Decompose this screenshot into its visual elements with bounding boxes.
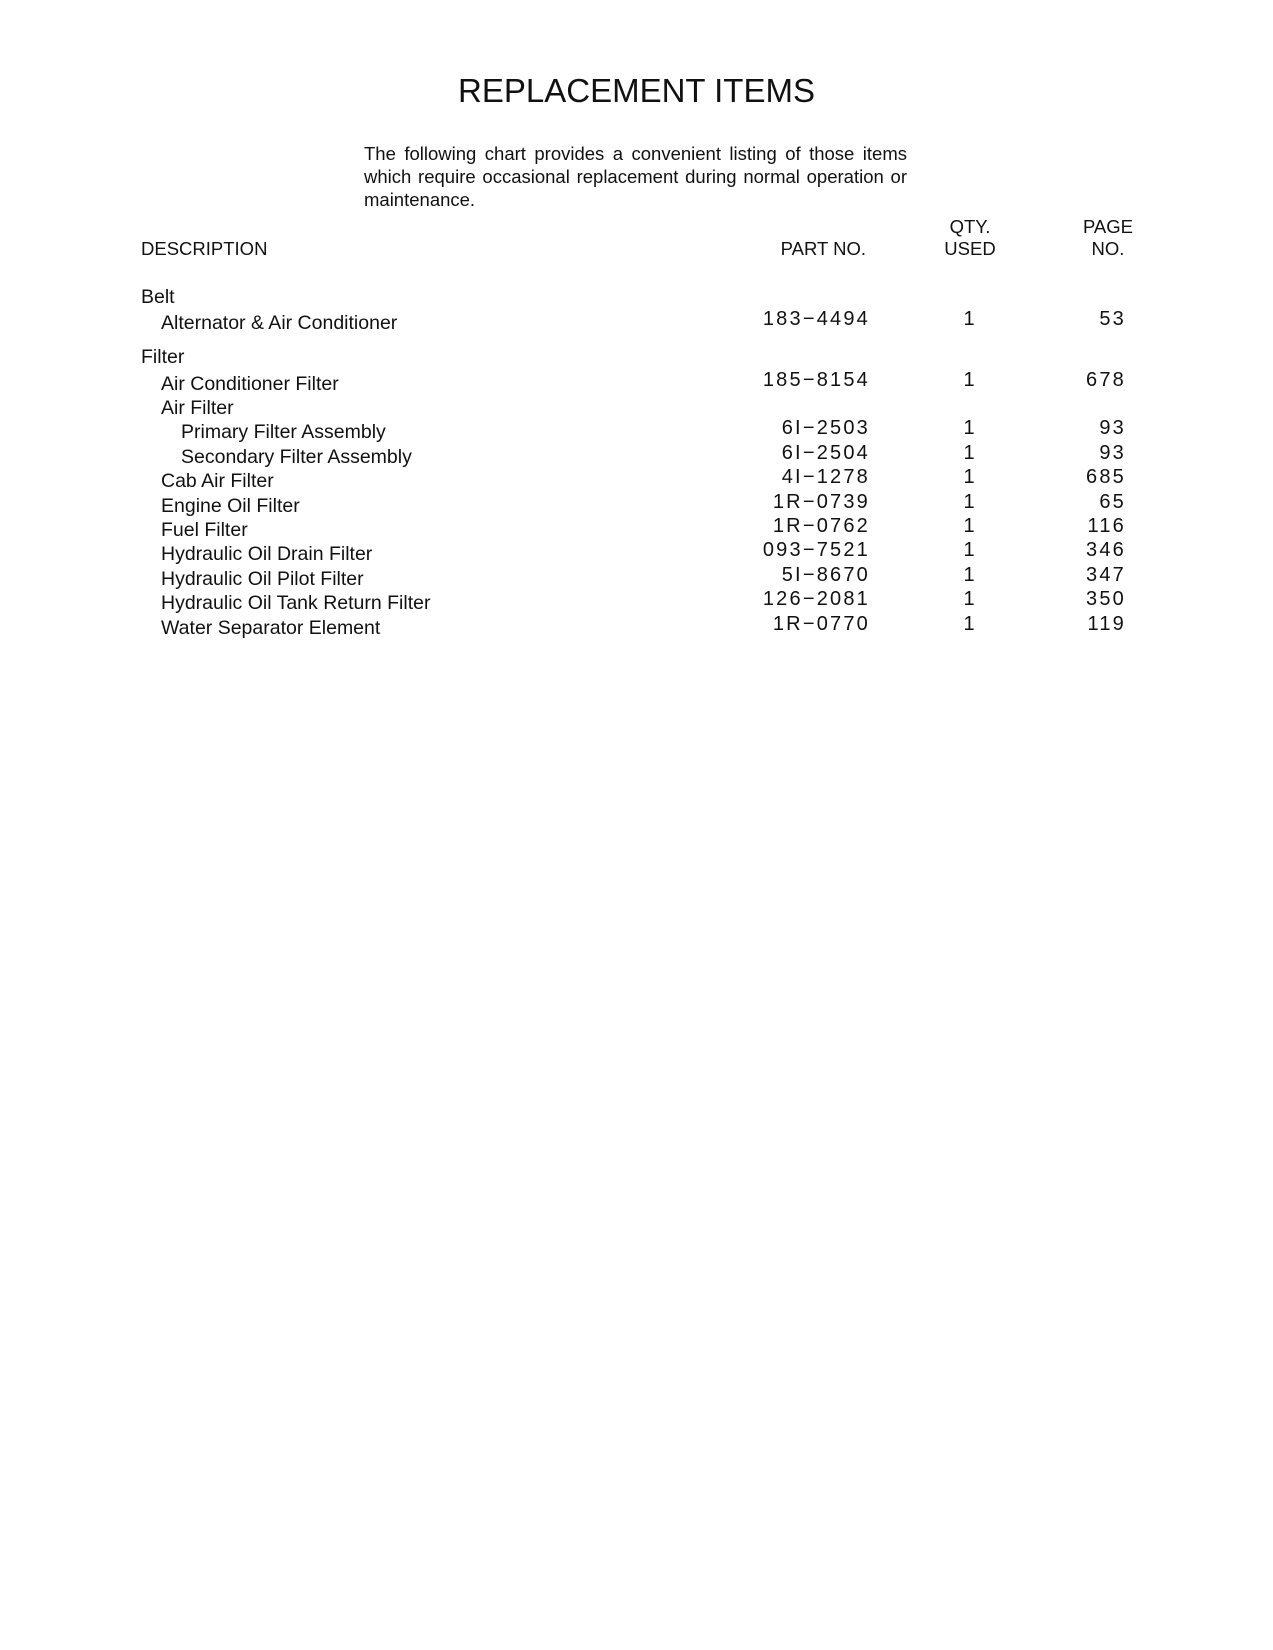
- row-description: Air Conditioner Filter: [161, 373, 339, 395]
- row-qty: 1: [963, 369, 975, 391]
- row-part-no: 1R−0770: [772, 613, 870, 635]
- header-qty-line1: QTY.: [949, 216, 991, 237]
- row-description: Filter: [141, 346, 185, 368]
- row-qty: 1: [963, 308, 975, 330]
- header-page-line2: NO.: [1091, 238, 1125, 259]
- row-qty: 1: [963, 515, 975, 537]
- row-qty: 1: [963, 564, 975, 586]
- row-qty: 1: [963, 466, 975, 488]
- row-description: Hydraulic Oil Pilot Filter: [161, 568, 364, 590]
- row-description: Hydraulic Oil Drain Filter: [161, 543, 373, 565]
- table-row-category: [0, 346, 1273, 371]
- row-page-no: 346: [1086, 539, 1126, 561]
- row-part-no: 5I−8670: [781, 564, 870, 586]
- row-part-no: 6I−2504: [781, 442, 870, 464]
- row-page-no: 350: [1086, 588, 1126, 610]
- row-qty: 1: [963, 588, 975, 610]
- row-page-no: 93: [1099, 417, 1126, 439]
- row-page-no: 53: [1099, 308, 1126, 330]
- row-part-no: 126−2081: [762, 588, 870, 610]
- row-part-no: 4I−1278: [781, 466, 870, 488]
- row-page-no: 116: [1087, 515, 1126, 537]
- row-part-no: 6I−2503: [781, 417, 870, 439]
- row-qty: 1: [963, 417, 975, 439]
- row-page-no: 678: [1086, 369, 1126, 391]
- row-description: Belt: [141, 286, 175, 308]
- header-description: DESCRIPTION: [141, 238, 268, 259]
- row-qty: 1: [963, 539, 975, 561]
- header-page-line1: PAGE: [1082, 216, 1134, 237]
- row-part-no: 1R−0739: [772, 491, 870, 513]
- row-part-no: 1R−0762: [772, 515, 870, 537]
- row-page-no: 347: [1086, 564, 1126, 586]
- header-page-no: [1058, 216, 1158, 260]
- row-part-no: 093−7521: [762, 539, 870, 561]
- row-qty: 1: [963, 442, 975, 464]
- row-description: Secondary Filter Assembly: [181, 446, 412, 468]
- table-row: [0, 308, 1273, 337]
- row-description: Engine Oil Filter: [161, 495, 300, 517]
- row-description: Fuel Filter: [161, 519, 248, 541]
- row-qty: 1: [963, 491, 975, 513]
- row-page-no: 93: [1099, 442, 1126, 464]
- row-description: Alternator & Air Conditioner: [161, 312, 398, 334]
- row-description: Cab Air Filter: [161, 470, 274, 492]
- page-title: REPLACEMENT ITEMS: [458, 72, 815, 109]
- row-description: Hydraulic Oil Tank Return Filter: [161, 592, 431, 614]
- row-page-no: 65: [1099, 491, 1126, 513]
- row-page-no: 685: [1086, 466, 1126, 488]
- row-part-no: 183−4494: [762, 308, 870, 330]
- row-qty: 1: [963, 613, 975, 635]
- row-page-no: 119: [1087, 613, 1126, 635]
- table-row: [0, 613, 1273, 642]
- header-qty-used: [920, 216, 1020, 260]
- row-description: Water Separator Element: [161, 617, 381, 639]
- row-description: Primary Filter Assembly: [181, 421, 386, 443]
- header-qty-line2: USED: [944, 238, 996, 259]
- header-part-no: PART NO.: [780, 238, 866, 259]
- intro-paragraph: The following chart provides a convenient listing of those items which require occasional replacement during normal operation or maintenance.: [364, 143, 907, 210]
- row-part-no: 185−8154: [762, 369, 870, 391]
- row-description: Air Filter: [161, 397, 234, 419]
- table-row: [0, 369, 1273, 398]
